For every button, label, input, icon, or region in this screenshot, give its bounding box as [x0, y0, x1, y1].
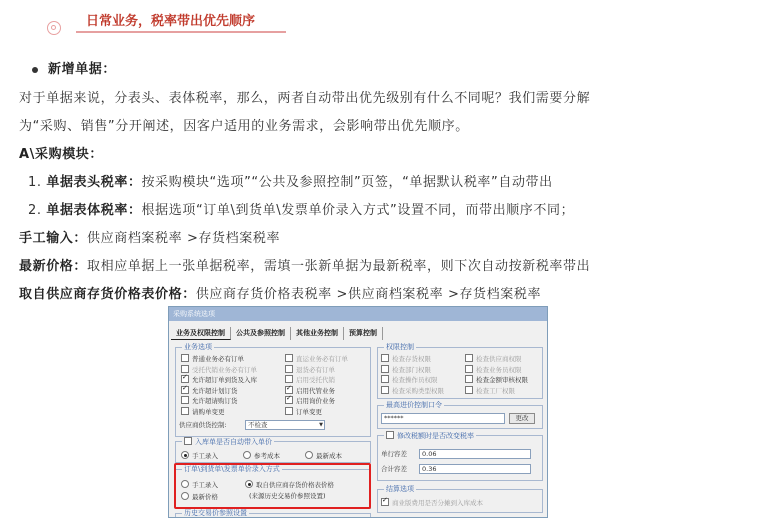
tax-change-checkbox[interactable] [386, 431, 394, 439]
checkbox[interactable] [381, 365, 389, 373]
intro-line-2: 为“采购、销售”分开阐述，因客户适用的业务需求，会影响带出优先顺序。 [19, 119, 469, 134]
business-option[interactable] [285, 365, 335, 375]
business-option[interactable] [285, 354, 348, 364]
checkbox[interactable] [181, 386, 189, 394]
item-1 [28, 171, 553, 190]
total-limit-label: 合计容差 [381, 465, 407, 473]
latest-text: 取相应单据上一张单据税率，需填一张新单据为最新税率，则下次自动按新税率带出 [87, 259, 591, 274]
intro-line-1: 对于单据来说，分表头、表体税率，那么，两者自动带出优先级别有什么不同呢？我们需要分解 [19, 91, 591, 106]
business-option[interactable] [285, 386, 335, 396]
permission-option[interactable] [381, 375, 438, 385]
price-group-title: 订单\到货单\发票单价录入方式 [184, 465, 280, 473]
manual-label: 手工输入： [19, 231, 88, 246]
settle-group-title: 结算选项 [386, 485, 414, 493]
checkbox[interactable] [465, 375, 473, 383]
warehouse-option-label: 参考成本 [254, 452, 280, 460]
item-2-num: 2. [28, 203, 42, 218]
latest-price-row [19, 255, 590, 274]
business-option[interactable] [285, 407, 322, 417]
total-limit-field[interactable]: 0.36 [419, 464, 531, 474]
business-option-label: 允许超订单到货及入库 [192, 376, 257, 385]
checkbox[interactable] [285, 354, 293, 362]
settle-option[interactable]: ✓商业版费用是否分摊到入库成本 [381, 498, 483, 508]
permission-option-label: 检查业务员权限 [476, 365, 522, 374]
highlight-box [174, 463, 371, 509]
permission-option-label: 检查部门权限 [392, 365, 431, 374]
business-option-label: 订单变更 [296, 408, 322, 416]
price-option-supplier-label: 取自供应商存货价格表价格 [256, 481, 334, 489]
permission-option-label: 检查供应商权限 [476, 355, 522, 363]
permission-option-label: 检查采购类型权限 [392, 386, 444, 395]
history-group-title: 历史交易价参照设置 [184, 509, 247, 517]
supplier-control-select[interactable] [245, 420, 325, 430]
permission-option[interactable] [381, 386, 444, 396]
price-option-latest-label: 最新价格 [192, 493, 218, 501]
max-price-group-title: 最高进价控制口令 [386, 401, 442, 409]
business-option-label: 启用询价业务 [296, 397, 335, 406]
radio-button[interactable] [181, 451, 189, 459]
checkbox[interactable] [285, 396, 293, 404]
supplier-text: 供应商存货价格表税率 >供应商档案税率 >存货档案税率 [195, 287, 542, 302]
section-a-heading: A\采购模块： [19, 147, 104, 162]
tax-change-title: 修改税额时是否改变税率 [384, 431, 476, 441]
business-option-label: 允许超计划订货 [192, 386, 238, 395]
tab-public-reference[interactable]: 公共及参照控制 [231, 327, 291, 340]
permission-option[interactable] [381, 365, 431, 375]
checkbox[interactable] [181, 375, 189, 383]
warehouse-group-checkbox[interactable] [184, 437, 192, 445]
item-2 [28, 199, 574, 218]
checkbox[interactable] [381, 354, 389, 362]
business-option-label: 请购单变更 [192, 408, 225, 416]
radio-button[interactable] [243, 451, 251, 459]
chevron-down-icon: ▼ [319, 422, 323, 428]
item-2-text: 根据选项“订单\到货单\发票单价录入方式”设置不同，而带出顺序不同； [141, 203, 575, 218]
warehouse-option-label: 手工录入 [192, 452, 218, 460]
business-option-label: 允许超请购订货 [192, 397, 238, 406]
warehouse-option[interactable] [305, 451, 342, 461]
checkbox[interactable] [181, 407, 189, 415]
warehouse-option-label: 最新成本 [316, 452, 342, 460]
checkbox[interactable] [465, 365, 473, 373]
permission-option-label: 检查操作员权限 [392, 376, 438, 385]
supplier-control-value: 不检查 [248, 421, 268, 429]
latest-label: 最新价格： [19, 259, 88, 274]
change-button[interactable]: 更改 [509, 413, 535, 424]
supplier-price-row [19, 283, 541, 302]
bullet-heading-row [32, 58, 116, 77]
checkbox[interactable] [285, 386, 293, 394]
tab-budget[interactable]: 预算控制 [344, 327, 383, 340]
business-option-label: 直运业务必有订单 [296, 355, 348, 363]
checkbox[interactable] [181, 365, 189, 373]
radio-button[interactable] [305, 451, 313, 459]
business-option[interactable] [285, 375, 335, 385]
permission-option-label: 检查工厂权限 [476, 386, 515, 395]
permission-option-label: 检查存货权限 [392, 355, 431, 363]
business-option[interactable] [181, 396, 238, 406]
item-2-label: 单据表体税率： [46, 203, 142, 218]
target-icon [47, 21, 61, 35]
permission-option[interactable] [465, 386, 515, 396]
warehouse-group-title: 入库单是否自动带入单价 [182, 437, 274, 447]
supplier-label: 取自供应商存货价格表价格： [19, 287, 196, 302]
permission-option[interactable] [465, 354, 522, 364]
title-underline [76, 31, 286, 33]
checkbox[interactable] [381, 386, 389, 394]
checkbox[interactable] [181, 354, 189, 362]
permission-option-label: 检查金额审核权限 [476, 376, 528, 385]
business-option-label: 受托代销业务必有订单 [192, 365, 257, 374]
manual-text: 供应商档案税率 >存货档案税率 [87, 231, 281, 246]
business-option-label: 退货必有订单 [296, 365, 335, 374]
manual-input-row [19, 227, 280, 246]
bullet-dot [32, 67, 38, 73]
checkbox[interactable] [181, 396, 189, 404]
dialog-tabs [171, 327, 383, 340]
checkbox[interactable] [465, 386, 473, 394]
business-option[interactable] [181, 375, 257, 385]
business-option[interactable] [181, 386, 238, 396]
supplier-control-label: 供应商供货控制: [179, 421, 227, 429]
item-1-num: 1. [28, 175, 42, 190]
permission-option[interactable] [465, 365, 522, 375]
password-field[interactable]: ****** [381, 413, 505, 424]
price-option-history-note: (来源历史交易价参照设置) [249, 492, 326, 500]
checkbox[interactable] [285, 365, 293, 373]
price-option-manual-label: 手工录入 [192, 481, 218, 489]
warehouse-option[interactable] [181, 451, 218, 461]
checkbox[interactable] [381, 375, 389, 383]
business-group-title: 业务选项 [184, 343, 212, 351]
business-option-label: 普通业务必有订单 [192, 355, 244, 363]
checkbox[interactable] [285, 375, 293, 383]
item-1-label: 单据表头税率： [46, 175, 142, 190]
dialog-title: 采购系统选项 [169, 307, 547, 321]
single-limit-label: 单行容差 [381, 450, 407, 458]
tab-other-business[interactable]: 其他业务控制 [291, 327, 344, 340]
business-option-label: 启用代管业务 [296, 386, 335, 395]
bullet-heading: 新增单据： [48, 62, 117, 77]
settle-checkbox[interactable] [381, 498, 389, 506]
business-option[interactable] [181, 407, 225, 417]
warehouse-option[interactable] [243, 451, 280, 461]
history-price-group [175, 509, 371, 518]
single-limit-field[interactable]: 0.06 [419, 449, 531, 459]
business-option[interactable] [285, 396, 335, 406]
business-option[interactable] [181, 365, 257, 375]
tab-business-permission[interactable]: 业务及权限控制 [171, 327, 231, 340]
business-option[interactable] [181, 354, 244, 364]
page-title: 日常业务，税率带出优先顺序 [86, 14, 256, 29]
checkbox[interactable] [285, 407, 293, 415]
permission-group-title: 权限控制 [386, 343, 414, 351]
item-1-text: 按采购模块“选项”“公共及参照控制”页签，“单据默认税率”自动带出 [141, 175, 553, 190]
checkbox[interactable] [465, 354, 473, 362]
business-option-label: 启用受托代销 [296, 376, 335, 385]
permission-option[interactable] [465, 375, 528, 385]
permission-option[interactable] [381, 354, 431, 364]
